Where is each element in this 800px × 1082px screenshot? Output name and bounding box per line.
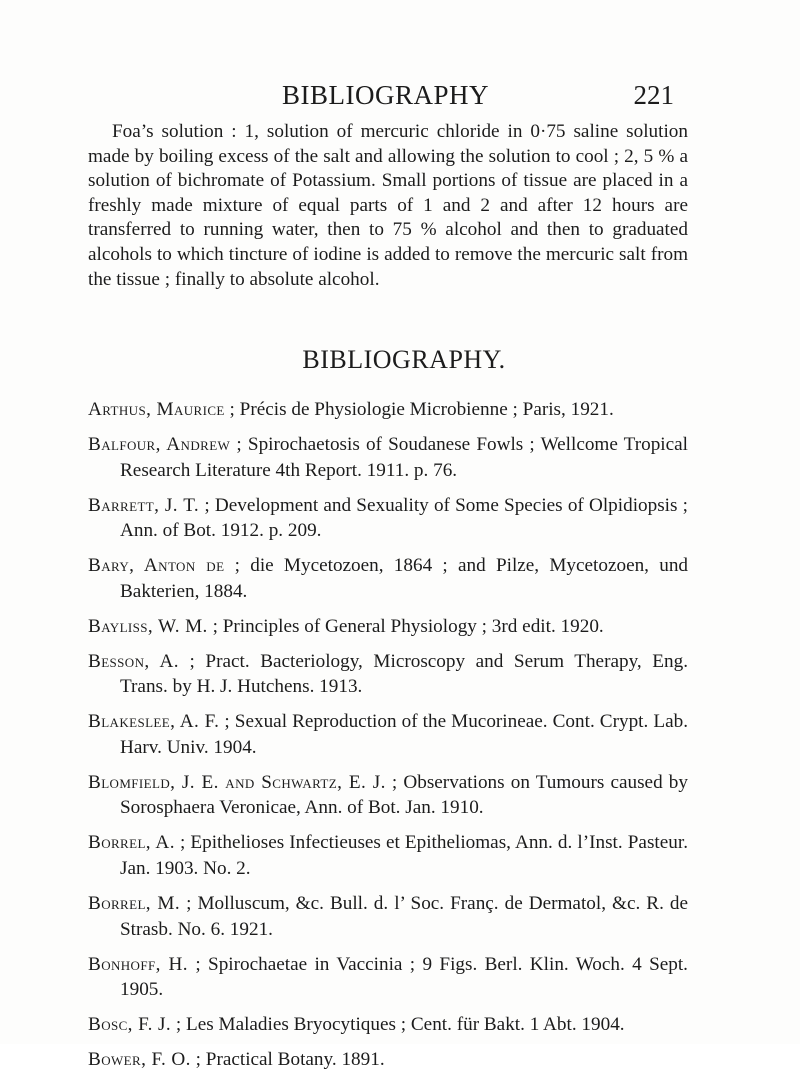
entry-text: ; Molluscum, &c. Bull. d. l’ Soc. Franç. de Dermatol, &c. R. de Strasb. No. 6. 1921. xyxy=(120,893,688,940)
entry-text: ; Sexual Reproduction of the Mucorineae. Cont. Crypt. Lab. Harv. Univ. 1904. xyxy=(120,711,688,758)
page-number: 221 xyxy=(633,80,674,110)
entry-author: Balfour, Andrew xyxy=(88,433,231,455)
entry-text: ; Spirochaetae in Vaccinia ; 9 Figs. Berl. Klin. Woch. 4 Sept. 1905. xyxy=(120,953,688,1001)
bibliography-entry xyxy=(88,1012,688,1038)
bibliography-entry xyxy=(88,432,688,483)
entry-author: Bary, Anton de xyxy=(88,555,225,577)
intro-paragraph: Foa’s solution : 1, solution of mercuric chloride in 0·75 saline solution made by boiling excess of the salt and allowing the solution to cool ; 2, 5 % a solution of bichromate of Potassium. Small portions of tissue are placed in a freshly made mixture of equal parts of 1 and 2 and after 12 hours are transferred to running water, then to 75 % alcohol and then to graduated alcohols to which tincture of iodine is added to remove the mercuric salt from the tissue ; finally to absolute alcohol. xyxy=(88,121,688,290)
bibliography-entry xyxy=(88,649,688,700)
bibliography-entry xyxy=(88,614,688,640)
bibliography-entry xyxy=(88,709,688,760)
entry-author: Bosc, F. J. xyxy=(88,1014,172,1036)
bibliography-entry xyxy=(88,952,688,1003)
entry-author: Borrel, A. xyxy=(88,832,175,854)
entry-text: ; Pract. Bacteriology, Microscopy and Serum Therapy, Eng. Trans. by H. J. Hutchens. 1913. xyxy=(120,650,688,698)
bibliography-entry xyxy=(88,891,688,942)
entry-text: ; Les Maladies Bryocytiques ; Cent. für Bakt. 1 Abt. 1904. xyxy=(171,1014,625,1036)
entry-author: Barrett, J. T. xyxy=(88,494,200,516)
entry-author: Bonhoff, H. xyxy=(88,953,189,975)
bibliography-entry xyxy=(88,397,688,423)
entry-author: Bayliss, W. M. xyxy=(88,615,208,637)
running-header xyxy=(0,78,800,112)
entry-author: Arthus, Maurice xyxy=(88,399,225,420)
bibliography-entry xyxy=(88,1047,688,1073)
entry-author: Blakeslee, A. F. xyxy=(88,711,220,733)
entry-text: ; Epithelioses Infectieuses et Epitheliomas, Ann. d. l’Inst. Pasteur. Jan. 1903. No. 2. xyxy=(120,832,688,880)
entry-text: ; Practical Botany. 1891. xyxy=(190,1049,385,1071)
entry-text: ; Principles of General Physiology ; 3rd edit. 1920. xyxy=(207,615,604,637)
entry-author: Blomfield, J. E. and Schwartz, E. J. xyxy=(88,771,386,793)
entry-text: ; Observations on Tumours caused by Sorosphaera Veronicae, Ann. of Bot. Jan. 1910. xyxy=(120,771,688,819)
entry-author: Besson, A. xyxy=(88,650,179,672)
entry-text: ; die Mycetozoen, 1864 ; and Pilze, Mycetozoen, und Bakterien, 1884. xyxy=(120,555,689,602)
section-heading: BIBLIOGRAPHY. xyxy=(302,345,506,374)
bibliography-entry xyxy=(88,493,688,544)
entry-text: ; Spirochaetosis of Soudanese Fowls ; Wellcome Tropical Research Literature 4th Report. 1911. p. 76. xyxy=(120,433,689,481)
entry-text: ; Précis de Physiologie Microbienne ; Paris, 1921. xyxy=(224,399,614,420)
bibliography-list xyxy=(88,397,688,1082)
entry-author: Borrel, M. xyxy=(88,893,181,915)
bibliography-entry xyxy=(88,830,688,881)
running-title: BIBLIOGRAPHY xyxy=(282,80,490,110)
entry-author: Bower, F. O. xyxy=(88,1049,191,1071)
bibliography-entry xyxy=(88,770,688,821)
entry-text: ; Development and Sexuality of Some Species of Olpidiopsis ; Ann. of Bot. 1912. p. 209. xyxy=(120,494,688,542)
bibliography-entry xyxy=(88,553,688,604)
